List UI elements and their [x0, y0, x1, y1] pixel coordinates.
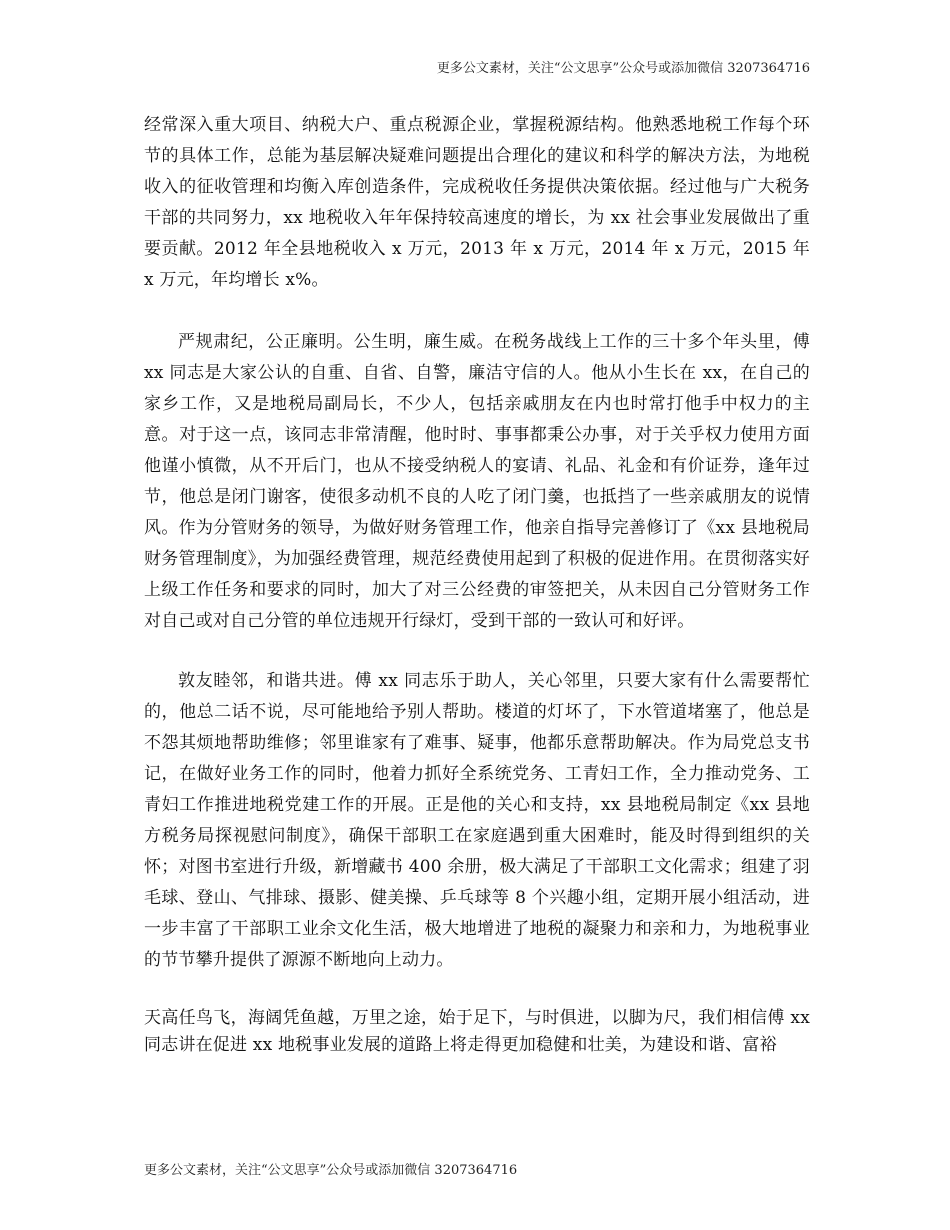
paragraph-tax-work: 经常深入重大项目、纳税大户、重点税源企业，掌握税源结构。他熟悉地税工作每个环节的具体工作，总能为基层解决疑难问题提出合理化的建议和科学的解决方法，为地税收入的征收管理和均衡入库创造条件，完成税收任务提供决策依据。经过他与广大税务干部的共同努力，xx 地税收入年年保持较高速度的增长，为 xx 社会事业发展做出了重要贡献。2012 年全县地税收入 x 万元，2013 年 x 万元，2014 年 x 万元，2015 年 x 万元，年均增长 x%。	[144, 115, 810, 290]
document-body	[144, 110, 810, 1059]
paragraph-closing: 天高任鸟飞，海阔凭鱼越，万里之途，始于足下，与时俱进，以脚为尺，我们相信傅 xx 同志讲在促进 xx 地税事业发展的道路上将走得更加稳健和壮美，为建设和谐、富裕	[144, 1008, 810, 1055]
paragraph-neighbors: 敦友睦邻，和谐共进。傅 xx 同志乐于助人，关心邻里，只要大家有什么需要帮忙的，他总二话不说，尽可能地给予别人帮助。楼道的灯坏了，下水管道堵塞了，他总是不怨其烦地帮助维修；邻里谁家有了难事、疑事，他都乐意帮助解决。作为局党总支书记，在做好业务工作的同时，他着力抓好全系统党务、工青妇工作，全力推动党务、工青妇工作推进地税党建工作的开展。正是他的关心和支持，xx 县地税局制定《xx 县地方税务局探视慰问制度》，确保干部职工在家庭遇到重大困难时，能及时得到组织的关怀；对图书室进行升级，新增藏书 400 余册，极大满足了干部职工文化需求；组建了羽毛球、登山、气排球、摄影、健美操、乒乓球等 8 个兴趣小组，定期开展小组活动，进一步丰富了干部职工业余文化生活，极大地增进了地税的凝聚力和亲和力，为地税事业的节节攀升提供了源源不断地向上动力。	[144, 671, 810, 970]
paragraph-spacer	[144, 976, 810, 1005]
paragraph-integrity: 严规肃纪，公正廉明。公生明，廉生威。在税务战线上工作的三十多个年头里，傅 xx 同志是大家公认的自重、自省、自警，廉洁守信的人。他从小生长在 xx，在自己的家乡工作，又是地税局副局长，不少人，包括亲戚朋友在内也时常打他手中权力的主意。对于这一点，该同志非常清醒，他时时、事事都秉公办事，对于关乎权力使用方面他谨小慎微，从不开后门，也从不接受纳税人的宴请、礼品、礼金和有价证券，逢年过节，他总是闭门谢客，使很多动机不良的人吃了闭门羹，也抵挡了一些亲戚朋友的说情风。作为分管财务的领导，为做好财务管理工作，他亲自指导完善修订了《xx 县地税局财务管理制度》，为加强经费管理，规范经费使用起到了积极的促进作用。在贯彻落实好上级工作任务和要求的同时，加大了对三公经费的审签把关，从未因自己分管财务工作对自己或对自己分管的单位违规开行绿灯，受到干部的一致认可和好评。	[144, 332, 810, 631]
paragraph-spacer	[144, 296, 810, 327]
footer-note: 更多公文素材，关注“公文思享”公众号或添加微信 3207364716	[144, 1163, 518, 1178]
paragraph-spacer	[144, 637, 810, 666]
header-note: 更多公文素材，关注“公文思享”公众号或添加微信 3207364716	[436, 61, 810, 76]
